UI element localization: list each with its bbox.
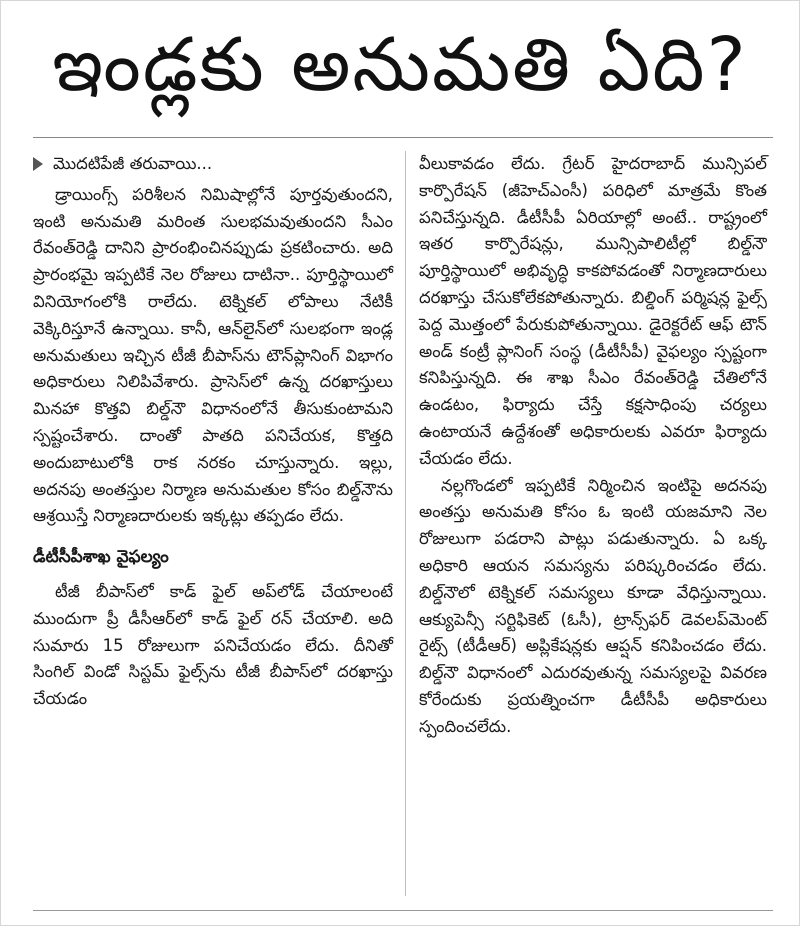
left-column [33,151,393,713]
right-paragraph-1: వీలుకావడం లేదు. గ్రేటర్ హైదరాబాద్ మున్సిపల్ కార్పొరేషన్ (జీహెచ్ఎంసీ) పరిధిలో మాత్రమే కొంత పనిచేస్తున్నది. డీటీసీపీ ఏరియాల్లో అంటే.. రాష్ట్రంలో ఇతర కార్పొరేషన్లు, మున్సిపాలిటీల్లో బిల్డ్‌నౌ పూర్తిస్థాయిలో అభివృద్ధి కాకపోవడంతో నిర్మాణదారులు దరఖాస్తు చేసుకోలేకపోతున్నారు. బిల్డింగ్ పర్మిషన్ల ఫైల్స్ పెద్ద మొత్తంలో పేరుకుపోతున్నాయి. డైరెక్టరేట్ ఆఫ్ టౌన్ అండ్ కంట్రీ ప్లానింగ్ సంస్థ (డీటీసీపీ) వైఫల్యం స్పష్టంగా కనిపిస్తున్నది. ఈ శాఖ సీఎం రేవంత్‌రెడ్డి చేతిలోనే ఉండటం, ఫిర్యాదు చేస్తే కక్షసాధింపు చర్యలు ఉంటాయనే ఉద్దేశంతో అధికారులకు ఎవరూ ఫిర్యాదు చేయడం లేదు. [419,154,767,468]
continuation-kicker [33,151,393,178]
section-subhead: డీటీసీపీశాఖ వైఫల్యం [33,547,169,568]
bottom-divider [33,910,773,911]
arrow-right-icon [33,157,43,171]
headline: ఇండ్లకు అనుమతి ఏది? [52,22,748,108]
headline-divider [33,137,773,138]
left-paragraph-1: డ్రాయింగ్స్ పరిశీలన నిమిషాల్లోనే పూర్తవుతుందని, ఇంటి అనుమతి మరింత సులభమవుతుందని సీఎం రేవంత్‌రెడ్డి దానిని ప్రారంభించినప్పుడు ప్రకటించారు. అది ప్రారంభమై ఇప్పటికే నెల రోజులు దాటినా.. పూర్తిస్థాయిలో వినియోగంలోకి రాలేదు. టెక్నికల్ లోపాలు నేటికీ వెక్కిరిస్తూనే ఉన్నాయి. కానీ, ఆన్‌లైన్‌లో సులభంగా ఇండ్ల అనుమతులు ఇచ్చిన టీజీ బీపాస్‌ను టౌన్‌ప్లానింగ్ విభాగం అధికారులు నిలిపివేశారు. ప్రాసెస్‌లో ఉన్న దరఖాస్తులు మినహా కొత్తవి బిల్డ్‌నౌ విధానంలోనే తీసుకుంటామని స్పష్టంచేశారు. దాంతో పాతది పనిచేయక, కొత్తది అందుబాటులోకి రాక నరకం చూస్తున్నారు. ఇల్లు, అదనపు అంతస్తుల నిర్మాణ అనుమతుల కోసం బిల్డ్‌నౌను ఆశ్రయిస్తే నిర్మాణదారులకు ఇక్కట్లు తప్పడం లేదు. [33,184,393,526]
column-divider [405,151,406,896]
right-paragraph-2: నల్లగొండలో ఇప్పటికే నిర్మించిన ఇంటిపై అదనపు అంతస్తు అనుమతి కోసం ఓ ఇంటి యజమాని నెల రోజులుగా పడరాని పాట్లు పడుతున్నారు. ఏ ఒక్క అధికారి ఆయన సమస్యను పరిష్కరించడం లేదు. బిల్డ్‌నౌలో టెక్నికల్ సమస్యలు కూడా వేధిస్తున్నాయి. ఆక్యుపెన్సీ సర్టిఫికెట్ (ఓసీ), ట్రాన్స్‌ఫర్ డెవలప్‌మెంట్ రైట్స్ (టీడీఆర్) అప్లికేషన్లకు ఆప్షన్ కనిపించడం లేదు. బిల్డ్‌నౌ విధానంలో ఎదురవుతున్న సమస్యలపై వివరణ కోరేందుకు ప్రయత్నించగా డీటీసీపీ అధికారులు స్పందించలేదు. [419,475,767,736]
left-paragraph-2: టీజీ బీపాస్‌లో కాడ్ ఫైల్ అప్‌లోడ్ చేయాలంటే ముందుగా ప్రీ డీసీఆర్‌లో కాడ్ ఫైల్ రన్ చేయాలి. అది సుమారు 15 రోజులుగా పనిచేయడం లేదు. దీనితో సింగిల్ విండో సిస్టమ్ ఫైల్స్‌ను టీజీ బీపాస్‌లో దరఖాస్తు చేయడం [33,581,393,709]
right-column [419,151,767,741]
kicker-text: మొదటిపేజీ తరువాయి... [53,154,213,173]
